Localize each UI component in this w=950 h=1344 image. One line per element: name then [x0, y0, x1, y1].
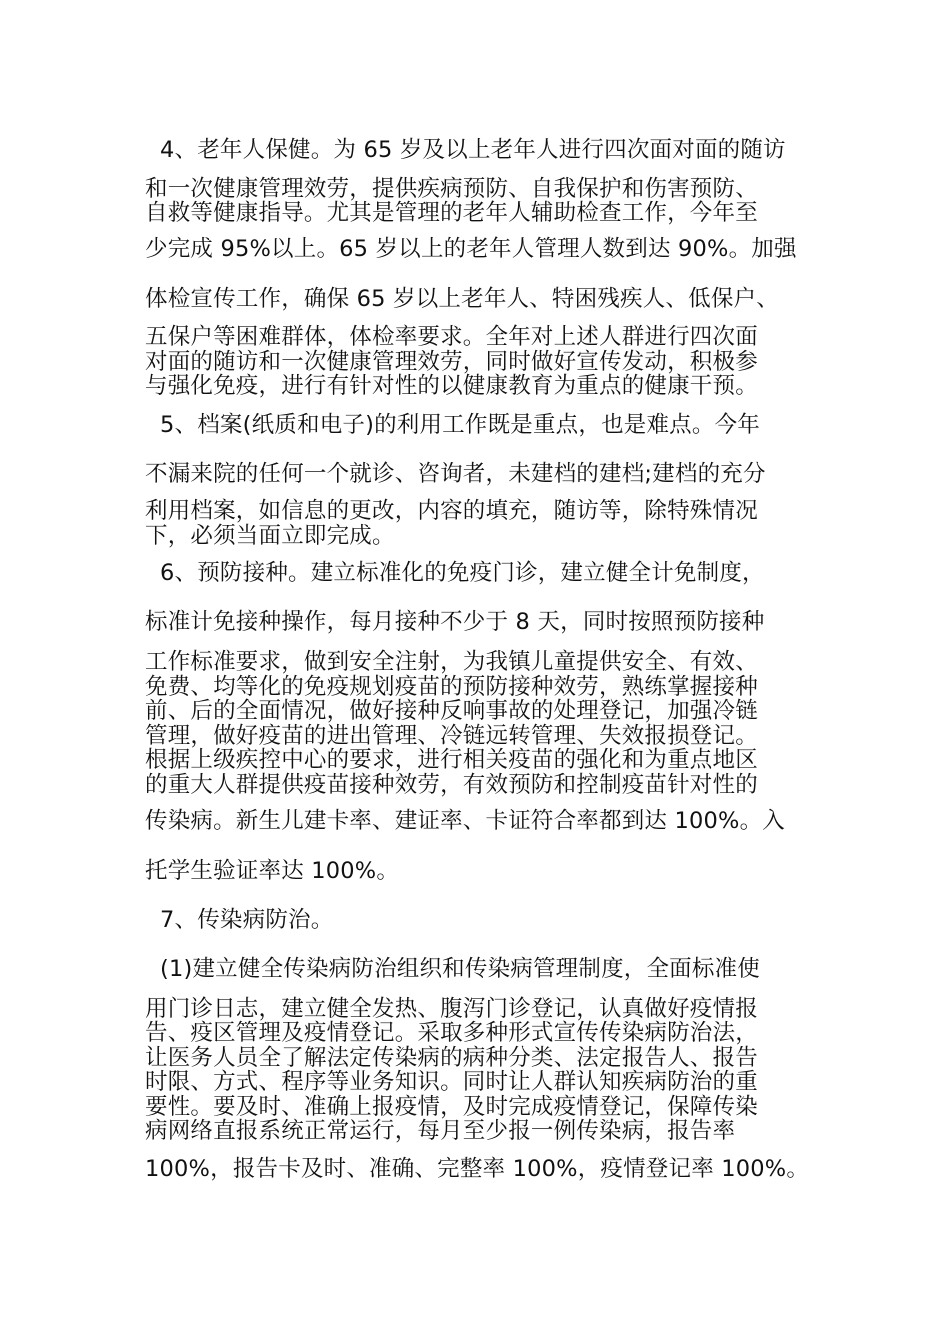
- text-line: 对面的随访和一次健康管理效劳，同时做好宣传发动，积极参: [145, 349, 758, 375]
- text-line: 5、档案(纸质和电子)的利用工作既是重点，也是难点。今年: [160, 412, 760, 438]
- text-line: 100%，报告卡及时、准确、完整率 100%，疫情登记率 100%。: [145, 1156, 810, 1182]
- text-line: 的重大人群提供疫苗接种效劳，有效预防和控制疫苗针对性的: [145, 772, 758, 798]
- text-line: 下，必须当面立即完成。: [145, 523, 395, 549]
- text-line: 时限、方式、程序等业务知识。同时让人群认知疾病防治的重: [145, 1069, 758, 1095]
- text-line: (1)建立健全传染病防治组织和传染病管理制度，全面标准使: [160, 956, 760, 982]
- text-line: 体检宣传工作，确保 65 岁以上老年人、特困残疾人、低保户、: [145, 286, 779, 312]
- text-line: 不漏来院的任何一个就诊、咨询者，未建档的建档;建档的充分: [145, 461, 766, 487]
- text-line: 利用档案，如信息的更改，内容的填充，随访等，除特殊情况: [145, 498, 758, 524]
- text-line: 4、老年人保健。为 65 岁及以上老年人进行四次面对面的随访: [160, 137, 786, 163]
- text-line: 要性。要及时、准确上报疫情，及时完成疫情登记，保障传染: [145, 1094, 758, 1120]
- text-line: 标准计免接种操作，每月接种不少于 8 天，同时按照预防接种: [145, 609, 765, 635]
- text-line: 7、传染病防治。: [160, 907, 334, 933]
- text-line: 管理，做好疫苗的进出管理、冷链远转管理、失效报损登记。: [145, 723, 758, 749]
- text-line: 和一次健康管理效劳，提供疾病预防、自我保护和伤害预防、: [145, 176, 758, 202]
- text-line: 少完成 95%以上。65 岁以上的老年人管理人数到达 90%。加强: [145, 236, 797, 262]
- text-line: 根据上级疾控中心的要求，进行相关疫苗的强化和为重点地区: [145, 747, 758, 773]
- text-line: 传染病。新生儿建卡率、建证率、卡证符合率都到达 100%。入: [145, 808, 785, 834]
- text-line: 托学生验证率达 100%。: [145, 858, 400, 884]
- text-line: 五保户等困难群体，体检率要求。全年对上述人群进行四次面: [145, 324, 758, 350]
- text-line: 工作标准要求，做到安全注射，为我镇儿童提供安全、有效、: [145, 649, 758, 675]
- text-line: 病网络直报系统正常运行，每月至少报一例传染病，报告率: [145, 1118, 736, 1144]
- text-line: 前、后的全面情况，做好接种反响事故的处理登记，加强冷链: [145, 698, 758, 724]
- text-line: 与强化免疫，进行有针对性的以健康教育为重点的健康干预。: [145, 373, 758, 399]
- text-line: 让医务人员全了解法定传染病的病种分类、法定报告人、报告: [145, 1045, 758, 1071]
- text-line: 自救等健康指导。尤其是管理的老年人辅助检查工作，今年至: [145, 200, 758, 226]
- text-line: 用门诊日志，建立健全发热、腹泻门诊登记，认真做好疫情报: [145, 996, 758, 1022]
- text-line: 6、预防接种。建立标准化的免疫门诊，建立健全计免制度，: [160, 560, 765, 586]
- text-line: 免费、均等化的免疫规划疫苗的预防接种效劳，熟练掌握接种: [145, 674, 758, 700]
- text-line: 告、疫区管理及疫情登记。采取多种形式宣传传染病防治法，: [145, 1020, 758, 1046]
